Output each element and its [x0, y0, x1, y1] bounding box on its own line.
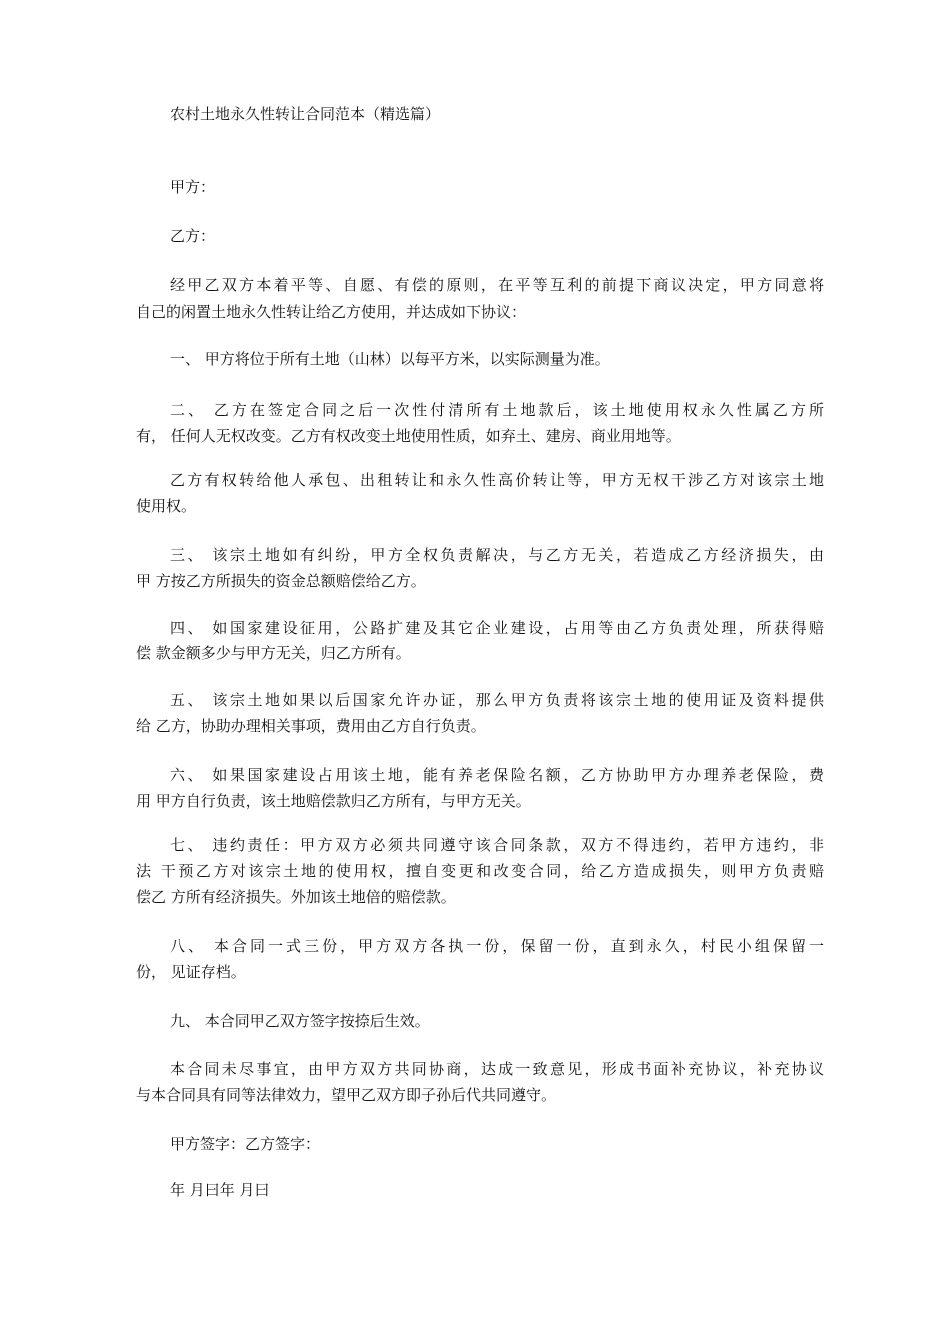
document-title: 农村土地永久性转让合同范本（精选篇） [170, 105, 441, 123]
clause-2-line-1: 二、 乙方在签定合同之后一次性付清所有土地款后，该土地使用权永久性属乙方所 [170, 401, 824, 419]
clause-5-line-1: 五、 该宗土地如果以后国家允许办证，那么甲方负责将该宗土地的使用证及资料提供 [170, 691, 824, 709]
intro-line-1: 经甲乙双方本着平等、自愿、有偿的原则，在平等互利的前提下商议决定，甲方同意将 [170, 276, 824, 294]
clause-3-line-2: 甲 方按乙方所损失的资金总额赔偿给乙方。 [136, 572, 426, 590]
party-a-label: 甲方： [170, 178, 216, 196]
clause-7-line-1: 七、 违约责任：甲方双方必须共同遵守该合同条款，双方不得违约，若甲方违约，非 [170, 836, 824, 854]
clause-4-line-1: 四、 如国家建设征用，公路扩建及其它企业建设，占用等由乙方负责处理，所获得赔 [170, 619, 824, 637]
clause-2b-line-2: 使用权。 [136, 497, 197, 515]
date-line: 年 月曰年 月曰 [170, 1181, 270, 1199]
clause-2-line-2: 有， 任何人无权改变。乙方有权改变土地使用性质，如弃土、建房、商业用地等。 [136, 427, 681, 445]
clause-5-line-2: 给 乙方，协助办理相关事项，费用由乙方自行负责。 [136, 717, 486, 735]
clause-6-line-2: 用 甲方自行负责，该土地赔偿款归乙方所有，与甲方无关。 [136, 792, 531, 810]
clause-7-line-3: 偿乙 方所有经济损失。外加该土地倍的赔偿款。 [136, 888, 456, 906]
clause-4-line-2: 偿 款金额多少与甲方无关，归乙方所有。 [136, 644, 411, 662]
clause-8-line-1: 八、 本合同一式三份，甲方双方各执一份，保留一份，直到永久，村民小组保留一 [170, 937, 824, 955]
clause-1: 一、 甲方将位于所有土地（山林）以每平方米，以实际测量为准。 [170, 350, 610, 368]
clause-8-line-2: 份， 见证存档。 [136, 963, 246, 981]
clause-2b-line-1: 乙方有权转给他人承包、出租转让和永久性高价转让等，甲方无权干涉乙方对该宗土地 [170, 471, 824, 489]
clause-6-line-1: 六、 如果国家建设占用该土地，能有养老保险名额，乙方协助甲方办理养老保险，费 [170, 766, 824, 784]
intro-line-2: 自己的闲置土地永久性转让给乙方使用，并达成如下协议： [136, 303, 527, 321]
clause-3-line-1: 三、 该宗土地如有纠纷，甲方全权负责解决，与乙方无关，若造成乙方经济损失，由 [170, 546, 824, 564]
party-b-label: 乙方： [170, 227, 216, 245]
closing-line-1: 本合同未尽事宜，由甲方双方共同协商，达成一致意见，形成书面补充协议，补充协议 [170, 1060, 824, 1078]
signature-line: 甲方签字：乙方签字： [170, 1135, 321, 1153]
closing-line-2: 与本合同具有同等法律效力，望甲乙双方即子孙后代共同遵守。 [136, 1086, 557, 1104]
clause-9: 九、 本合同甲乙双方签字按捺后生效。 [170, 1012, 430, 1030]
clause-7-line-2: 法 干预乙方对该宗土地的使用权，擅自变更和改变合同，给乙方造成损失，则甲方负责赔 [136, 862, 824, 880]
